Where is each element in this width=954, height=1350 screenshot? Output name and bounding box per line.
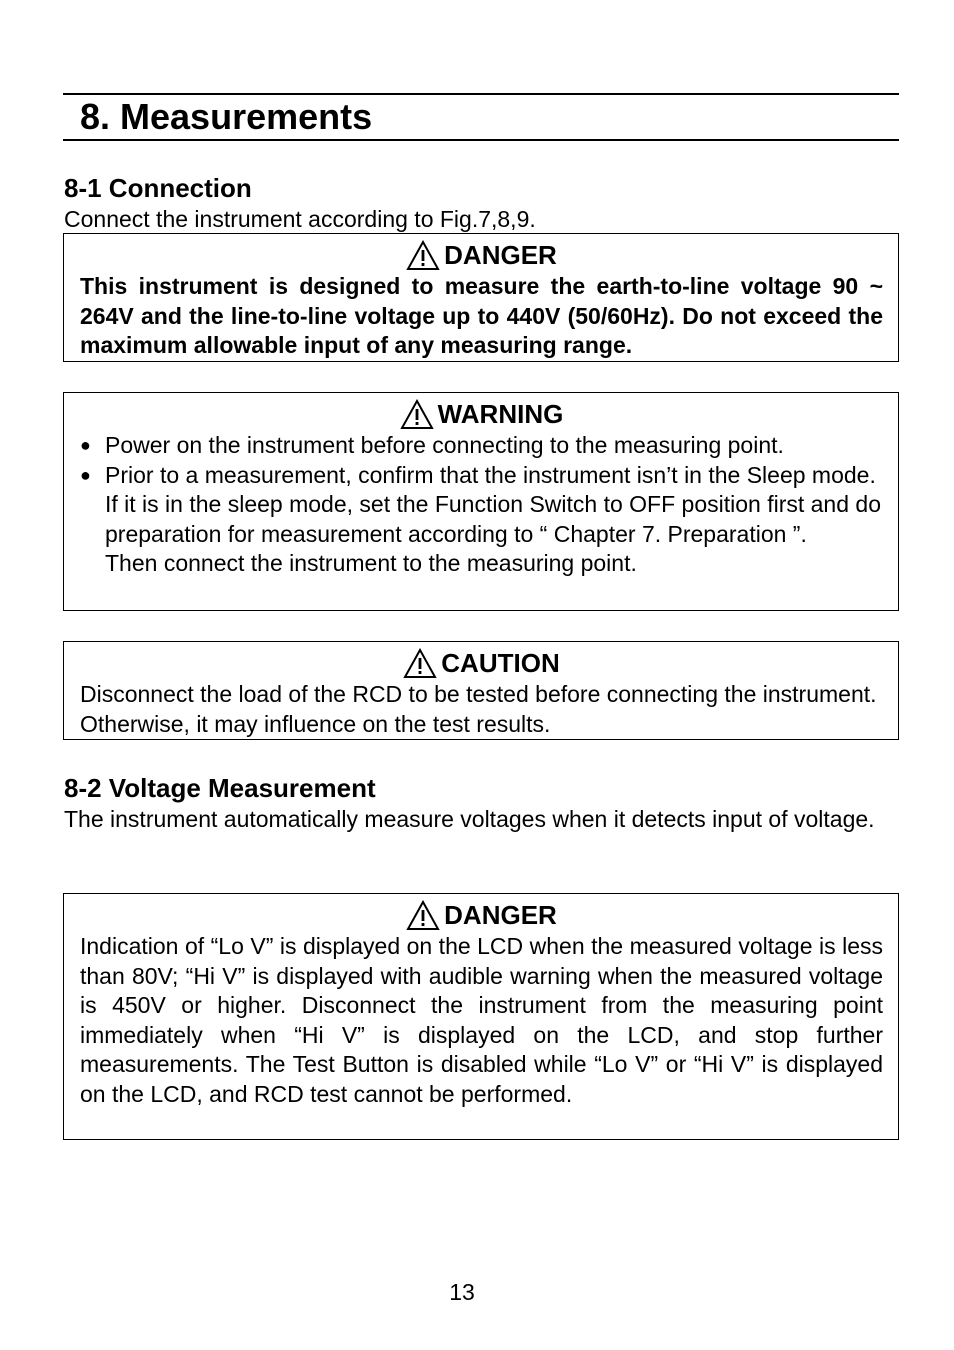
danger-heading <box>80 898 883 932</box>
warning-label: WARNING <box>437 399 564 429</box>
danger-box-voltage <box>63 893 899 1140</box>
warning-heading <box>80 397 883 431</box>
warning-box <box>63 392 899 611</box>
caution-label: CAUTION <box>441 648 560 678</box>
bullet-icon: ● <box>80 435 91 455</box>
caution-text: Disconnect the load of the RCD to be tested before connecting the instrument. Otherwise, it may influence on the test results. <box>80 681 877 737</box>
warning-triangle-icon <box>406 900 440 931</box>
section-heading-connection: 8-1 Connection <box>64 173 252 203</box>
danger-label: DANGER <box>444 900 557 930</box>
danger-label: DANGER <box>444 240 557 270</box>
warning-item-continuation: Then connect the instrument to the measuring point. <box>105 550 637 576</box>
warning-triangle-icon <box>400 399 434 430</box>
section-heading-voltage: 8-2 Voltage Measurement <box>64 773 376 803</box>
list-item <box>80 431 883 461</box>
page-number: 13 <box>449 1279 475 1305</box>
warning-item-text: Prior to a measurement, confirm that the instrument isn’t in the Sleep mode. If it is in the sleep mode, set the Function Switch to OFF position first and do preparation for measurement according to “ Chapter 7. Preparation ”. <box>105 461 881 547</box>
voltage-intro: The instrument automatically measure voltages when it detects input of voltage. <box>64 806 875 832</box>
warning-list <box>80 431 883 579</box>
caution-box <box>63 641 899 740</box>
page-title: 8. Measurements <box>80 96 373 137</box>
list-item <box>80 461 883 579</box>
title-bottom-rule <box>63 139 899 141</box>
danger-text: This instrument is designed to measure the earth-to-line voltage 90 ~ 264V and the line-to-line voltage up to 440V (50/60Hz). Do not exceed the maximum allowable input of any measuring range. <box>80 273 883 358</box>
bullet-icon: ● <box>80 464 91 485</box>
connection-intro: Connect the instrument according to Fig.7,8,9. <box>64 206 536 232</box>
danger-text: Indication of “Lo V” is displayed on the LCD when the measured voltage is less than 80V; “Hi V” is displayed with audible warning when the measured voltage is 450V or higher. Disconnect the instrument from the measuring point immediately when “Hi V” is displayed on the LCD, and stop further measurements. The Test Button is disabled while “Lo V” or “Hi V” is displayed on the LCD, and RCD test cannot be performed. <box>80 933 883 1107</box>
caution-heading <box>80 646 883 680</box>
warning-item-text: Power on the instrument before connecting to the measuring point. <box>105 432 784 458</box>
warning-triangle-icon <box>406 240 440 271</box>
warning-triangle-icon <box>403 648 437 679</box>
danger-heading <box>80 238 883 272</box>
danger-box-connection <box>63 233 899 362</box>
